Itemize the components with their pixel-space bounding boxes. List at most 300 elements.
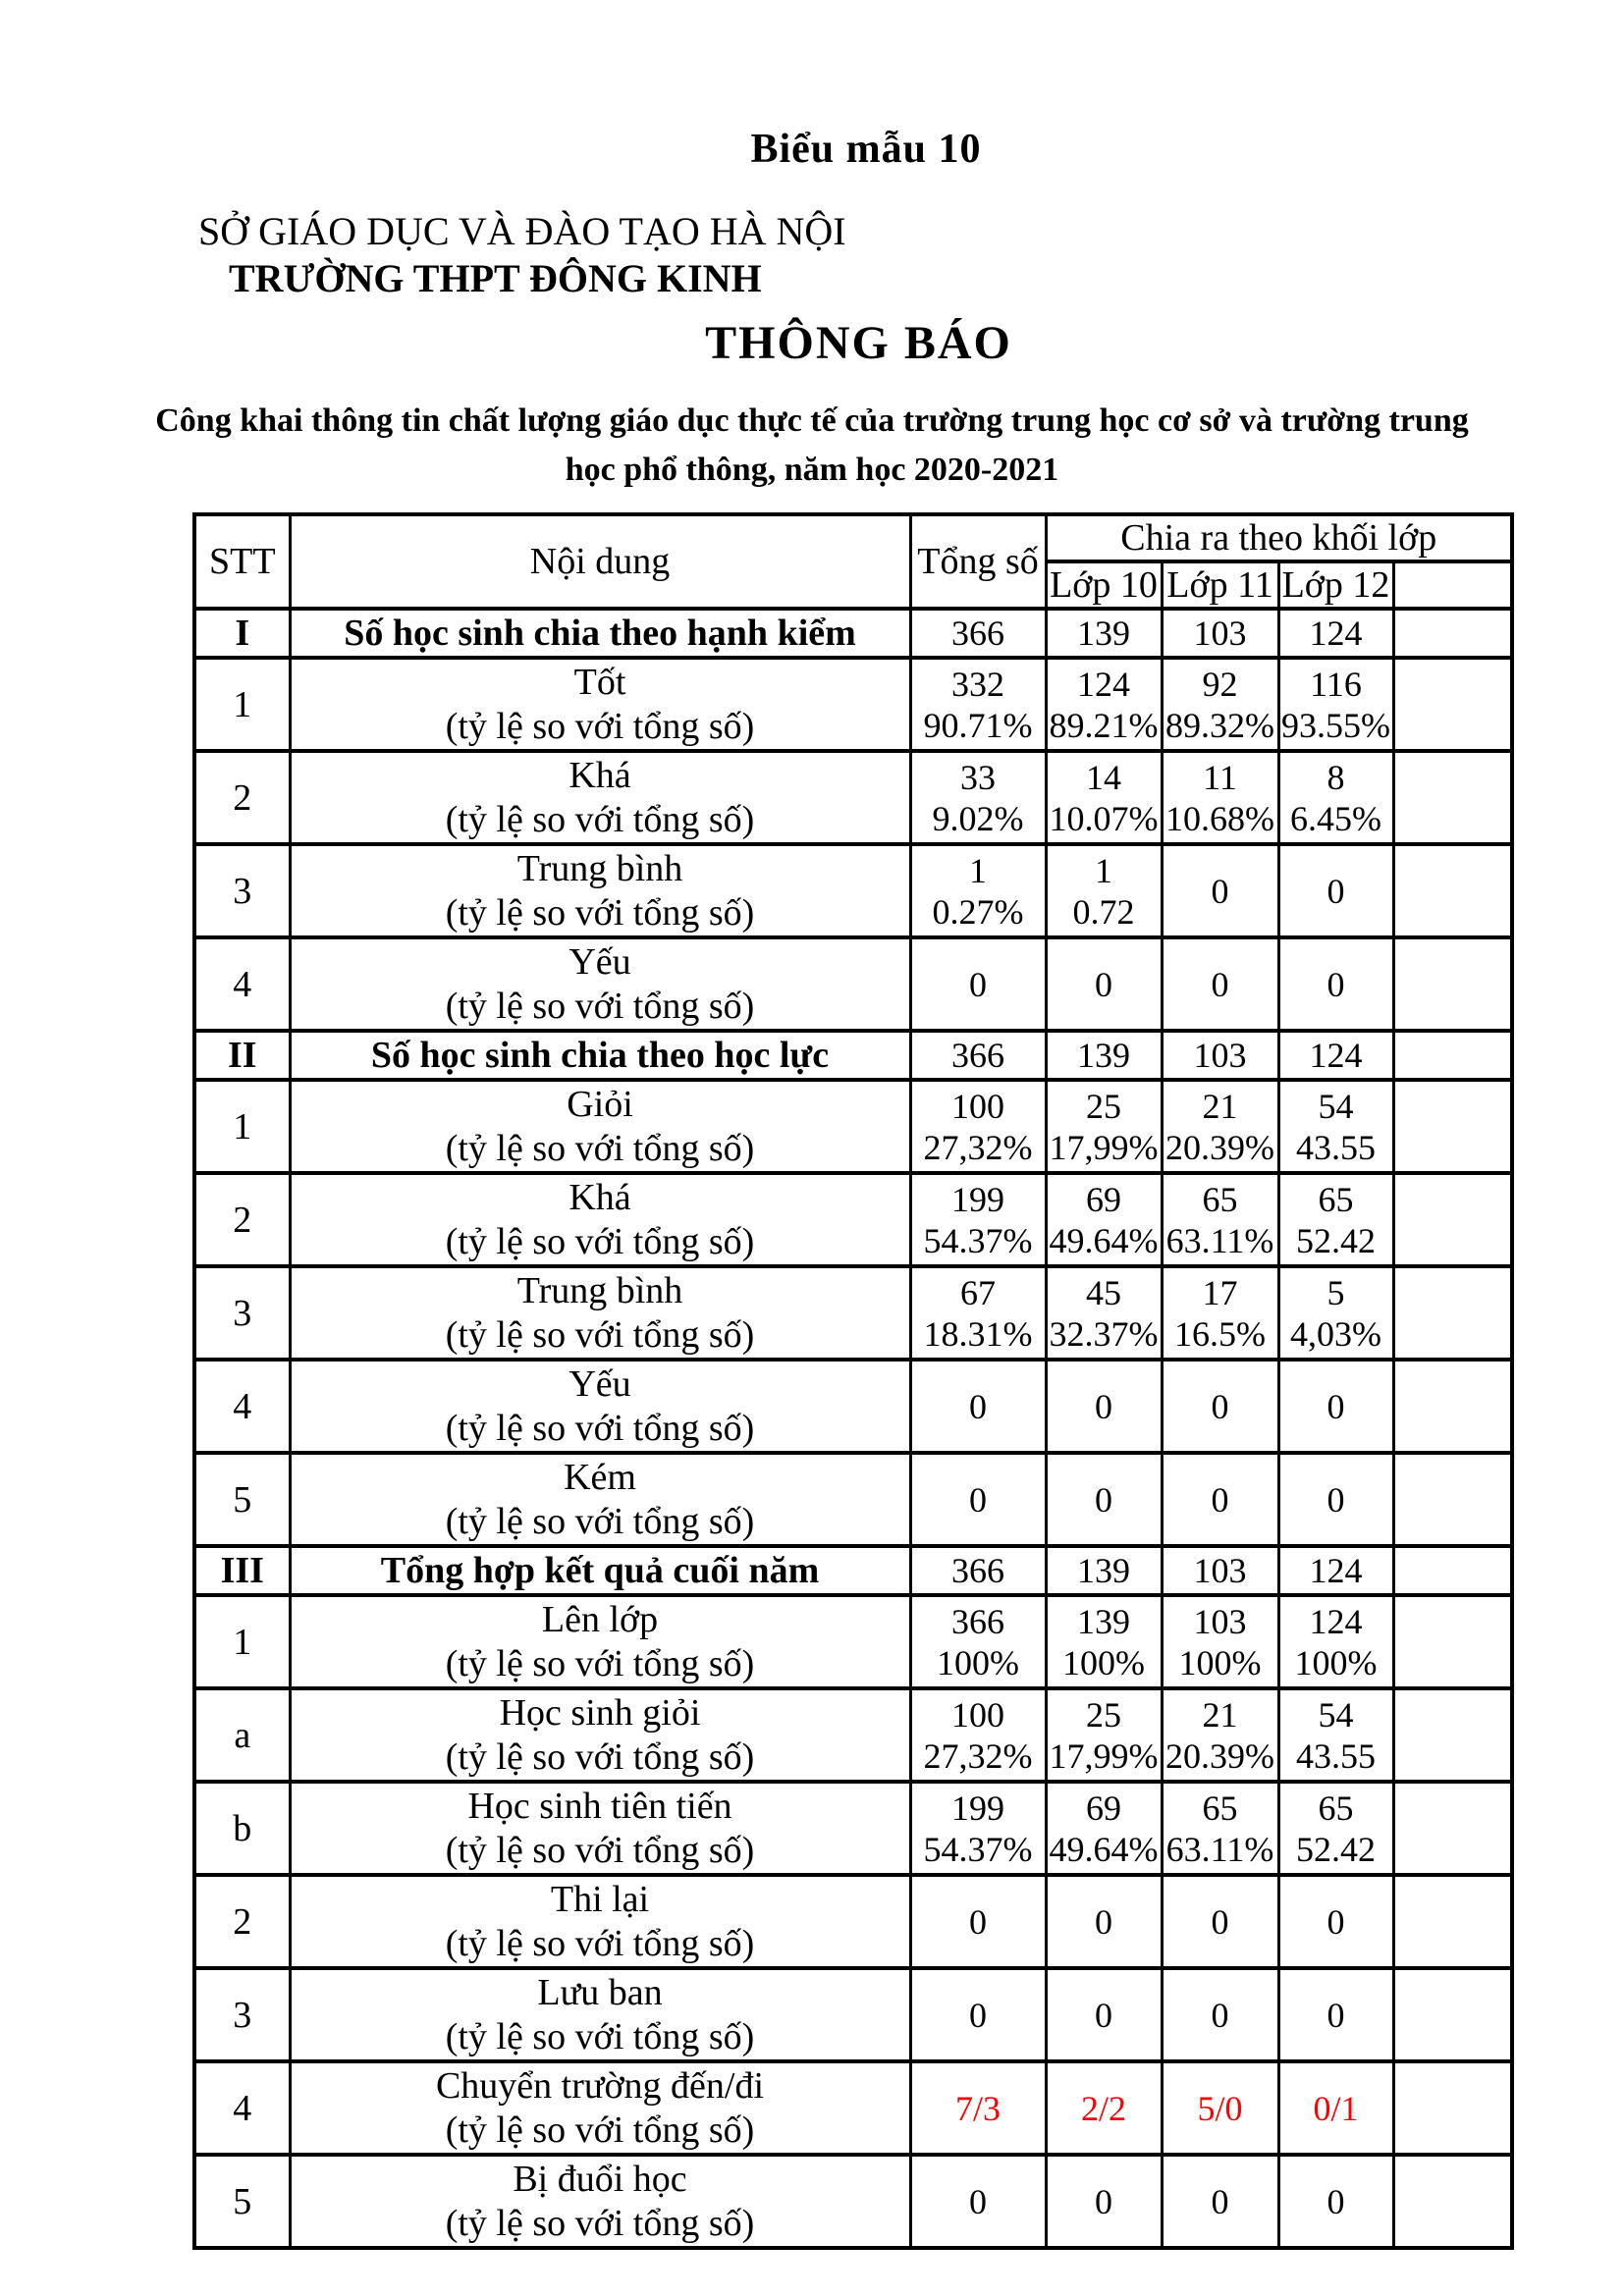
table-row (194, 1266, 1512, 1360)
value-cell (1278, 1546, 1393, 1595)
value-main: 17 (1202, 1272, 1238, 1312)
value-main: 0 (1326, 1386, 1345, 1426)
empty-cell (1393, 609, 1512, 658)
row-label: Học sinh tiên tiến (467, 1785, 732, 1827)
value-main: 21 (1202, 1694, 1238, 1735)
header-stt: STT (194, 514, 290, 609)
value-main: 103 (1193, 1601, 1247, 1641)
value-main: 54 (1318, 1086, 1354, 1126)
empty-cell (1393, 1031, 1512, 1080)
value-main: 0 (969, 964, 987, 1004)
value-cell (1278, 1875, 1393, 1968)
value-main: 5/0 (1197, 2088, 1243, 2128)
value-cell (1162, 937, 1278, 1031)
value-cell (910, 1968, 1046, 2061)
value-percent: 9.02% (932, 798, 1024, 838)
value-cell (1046, 1688, 1162, 1782)
value-cell (1278, 844, 1393, 937)
value-main: 69 (1086, 1179, 1121, 1219)
value-percent: 100% (1062, 1642, 1145, 1682)
row-label-cell (290, 844, 910, 937)
row-label: Tốt (573, 661, 626, 703)
table-row (194, 844, 1512, 937)
value-percent: 6.45% (1290, 798, 1381, 838)
table-row (194, 1688, 1512, 1782)
empty-cell (1393, 1875, 1512, 1968)
value-main: 0 (969, 2181, 987, 2221)
value-cell (1278, 2061, 1393, 2155)
value-main: 139 (1077, 1551, 1130, 1590)
value-cell (1162, 1546, 1278, 1595)
row-sublabel: (tỷ lệ so với tổng số) (445, 1922, 755, 1964)
value-cell (1046, 1595, 1162, 1688)
value-percent: 93.55% (1281, 705, 1390, 745)
value-percent: 27,32% (923, 1735, 1033, 1776)
row-sublabel: (tỷ lệ so với tổng số) (445, 2015, 755, 2057)
empty-cell (1393, 1546, 1512, 1595)
value-cell (910, 2061, 1046, 2155)
stt-cell: 2 (194, 751, 290, 844)
value-main: 67 (960, 1272, 996, 1312)
row-label-cell (290, 1031, 910, 1080)
row-label: Học sinh giỏi (499, 1691, 701, 1734)
row-label: Yếu (568, 940, 631, 983)
value-cell (1162, 2061, 1278, 2155)
value-main: 54 (1318, 1694, 1354, 1735)
value-cell (1162, 2155, 1278, 2248)
row-label-cell (290, 1595, 910, 1688)
header-chia-ra: Chia ra theo khối lớp (1046, 514, 1512, 561)
empty-cell (1393, 1688, 1512, 1782)
row-sublabel: (tỷ lệ so với tổng số) (445, 2202, 755, 2244)
row-label-cell (290, 751, 910, 844)
value-main: 139 (1077, 1036, 1130, 1075)
value-main: 69 (1086, 1788, 1121, 1828)
table-row (194, 1968, 1512, 2061)
table-header-row-1 (194, 514, 1512, 561)
value-main: 366 (951, 614, 1004, 653)
row-sublabel: (tỷ lệ so với tổng số) (445, 1829, 755, 1871)
value-main: 139 (1077, 1601, 1130, 1641)
value-main: 366 (951, 1551, 1004, 1590)
value-percent: 49.64% (1049, 1829, 1159, 1869)
value-main: 0 (1211, 1479, 1229, 1520)
value-cell (910, 658, 1046, 751)
value-main: 0 (1326, 871, 1345, 911)
row-sublabel: (tỷ lệ so với tổng số) (445, 798, 755, 840)
header-grade-12: Lớp 12 (1278, 561, 1393, 609)
stt-cell: 4 (194, 1360, 290, 1453)
value-cell (910, 1266, 1046, 1360)
value-main: 116 (1310, 664, 1362, 704)
value-cell (1046, 1031, 1162, 1080)
value-percent: 17,99% (1049, 1127, 1159, 1167)
row-label-cell (290, 1782, 910, 1875)
section-row (194, 1546, 1512, 1595)
value-main: 0 (1326, 964, 1345, 1004)
value-main: 0 (1095, 1995, 1112, 2035)
value-cell (1278, 1688, 1393, 1782)
row-label: Kém (564, 1456, 636, 1498)
row-label-cell (290, 937, 910, 1031)
value-cell (1278, 1968, 1393, 2061)
value-cell (910, 1595, 1046, 1688)
value-cell (910, 751, 1046, 844)
value-main: 0 (1326, 2181, 1345, 2221)
value-main: 33 (960, 757, 996, 797)
value-percent: 20.39% (1165, 1735, 1274, 1776)
value-percent: 16.5% (1174, 1313, 1266, 1354)
value-main: 0 (969, 1386, 987, 1426)
value-percent: 90.71% (923, 705, 1033, 745)
stt-cell: 5 (194, 1453, 290, 1546)
org-department-line: SỞ GIÁO DỤC VÀ ĐÀO TẠO HÀ NỘI (198, 209, 846, 253)
value-cell (1162, 658, 1278, 751)
table-row (194, 751, 1512, 844)
row-label: Số học sinh chia theo hạnh kiểm (344, 612, 856, 654)
value-main: 0 (1211, 871, 1229, 911)
table-row (194, 1782, 1512, 1875)
value-main: 7/3 (954, 2088, 1001, 2128)
table-row (194, 1173, 1512, 1266)
value-cell (1046, 937, 1162, 1031)
org-school-line: TRƯỜNG THPT ĐÔNG KINH (229, 256, 762, 300)
row-label: Yếu (568, 1362, 631, 1405)
value-main: 92 (1202, 664, 1238, 704)
value-cell (1046, 844, 1162, 937)
row-label-cell (290, 1546, 910, 1595)
value-main: 0 (969, 1995, 987, 2035)
value-main: 199 (951, 1788, 1004, 1828)
row-label: Lưu ban (537, 1971, 663, 2013)
value-main: 0 (969, 1479, 987, 1520)
value-main: 65 (1318, 1179, 1354, 1219)
value-cell (1162, 1031, 1278, 1080)
row-sublabel: (tỷ lệ so với tổng số) (445, 2109, 755, 2151)
subtitle-line-1: Công khai thông tin chất lượng giáo dục thực tế của trường trung học cơ sở và trường trung (155, 402, 1469, 439)
value-percent: 89.32% (1165, 705, 1274, 745)
value-cell (910, 844, 1046, 937)
value-percent: 10.68% (1165, 798, 1274, 838)
value-main: 139 (1077, 614, 1130, 653)
value-cell (910, 1080, 1046, 1173)
value-cell (1278, 1031, 1393, 1080)
value-main: 0 (1326, 1995, 1345, 2035)
value-main: 124 (1309, 1601, 1363, 1641)
empty-cell (1393, 1782, 1512, 1875)
stt-cell: III (194, 1546, 290, 1595)
empty-cell (1393, 937, 1512, 1031)
value-percent: 52.42 (1296, 1829, 1376, 1869)
row-label-cell (290, 1360, 910, 1453)
value-main: 199 (951, 1179, 1004, 1219)
value-percent: 43.55 (1296, 1127, 1376, 1167)
empty-cell (1393, 2061, 1512, 2155)
value-main: 0 (1095, 964, 1112, 1004)
value-main: 14 (1086, 757, 1121, 797)
value-cell (1046, 1782, 1162, 1875)
table-row (194, 937, 1512, 1031)
row-label: Thi lại (550, 1878, 650, 1920)
value-main: 0 (1095, 1901, 1112, 1942)
stt-cell: 4 (194, 937, 290, 1031)
value-main: 2/2 (1080, 2088, 1126, 2128)
row-label-cell (290, 1688, 910, 1782)
notice-title: THÔNG BÁO (705, 317, 1012, 369)
form-label: Biểu mẫu 10 (750, 127, 982, 172)
value-main: 25 (1086, 1694, 1121, 1735)
stt-cell: 1 (194, 658, 290, 751)
header-grade-11: Lớp 11 (1162, 561, 1278, 609)
stt-cell: 3 (194, 844, 290, 937)
table-row (194, 1875, 1512, 1968)
value-main: 0 (1095, 2181, 1112, 2221)
header-grade-10: Lớp 10 (1046, 561, 1162, 609)
value-cell (910, 1875, 1046, 1968)
value-percent: 89.21% (1049, 705, 1159, 745)
value-percent: 4,03% (1290, 1313, 1381, 1354)
value-percent: 43.55 (1296, 1735, 1376, 1776)
value-percent: 63.11% (1165, 1829, 1274, 1869)
value-main: 103 (1193, 614, 1247, 653)
value-cell (1162, 1453, 1278, 1546)
empty-cell (1393, 2155, 1512, 2248)
row-sublabel: (tỷ lệ so với tổng số) (445, 1313, 755, 1356)
value-cell (1278, 658, 1393, 751)
row-label: Khá (568, 754, 631, 796)
row-label: Số học sinh chia theo học lực (370, 1034, 830, 1076)
row-label: Trung bình (516, 847, 683, 889)
value-cell (910, 2155, 1046, 2248)
empty-cell (1393, 1360, 1512, 1453)
value-main: 0 (1326, 1901, 1345, 1942)
table-row (194, 2061, 1512, 2155)
value-percent: 54.37% (923, 1220, 1033, 1260)
value-cell (1046, 751, 1162, 844)
value-main: 332 (951, 664, 1004, 704)
value-percent: 18.31% (923, 1313, 1033, 1354)
value-percent: 100% (1294, 1642, 1378, 1682)
value-main: 124 (1309, 614, 1363, 653)
row-label-cell (290, 1173, 910, 1266)
value-percent: 20.39% (1165, 1127, 1274, 1167)
value-percent: 17,99% (1049, 1735, 1159, 1776)
value-cell (1046, 1453, 1162, 1546)
value-main: 0 (1095, 1479, 1112, 1520)
value-percent: 63.11% (1165, 1220, 1274, 1260)
stt-cell: II (194, 1031, 290, 1080)
value-cell (910, 609, 1046, 658)
row-label-cell (290, 1875, 910, 1968)
header-grade-empty (1393, 561, 1512, 609)
value-main: 103 (1193, 1036, 1247, 1075)
value-cell (1162, 1080, 1278, 1173)
row-label-cell (290, 2155, 910, 2248)
stt-cell: I (194, 609, 290, 658)
empty-cell (1393, 751, 1512, 844)
value-cell (910, 1031, 1046, 1080)
row-sublabel: (tỷ lệ so với tổng số) (445, 891, 755, 934)
value-cell (910, 1688, 1046, 1782)
value-cell (910, 1360, 1046, 1453)
stt-cell: 5 (194, 2155, 290, 2248)
row-label-cell (290, 2061, 910, 2155)
value-percent: 32.37% (1049, 1313, 1159, 1354)
value-cell (910, 1782, 1046, 1875)
value-cell (1046, 1173, 1162, 1266)
empty-cell (1393, 1595, 1512, 1688)
row-sublabel: (tỷ lệ so với tổng số) (445, 1127, 755, 1169)
value-main: 5 (1326, 1272, 1345, 1312)
table-row (194, 1360, 1512, 1453)
row-label: Chuyển trường đến/đi (435, 2064, 765, 2107)
value-cell (1278, 1080, 1393, 1173)
subtitle-line-2: học phổ thông, năm học 2020-2021 (565, 452, 1059, 488)
value-main: 100 (951, 1694, 1004, 1735)
value-cell (1162, 609, 1278, 658)
value-main: 0 (1211, 2181, 1229, 2221)
stt-cell: 2 (194, 1173, 290, 1266)
value-percent: 49.64% (1049, 1220, 1159, 1260)
stt-cell: b (194, 1782, 290, 1875)
row-sublabel: (tỷ lệ so với tổng số) (445, 1220, 755, 1262)
value-cell (1278, 1360, 1393, 1453)
report-table (192, 512, 1514, 2250)
header-noi-dung: Nội dung (290, 514, 910, 609)
row-label-cell (290, 1266, 910, 1360)
row-sublabel: (tỷ lệ so với tổng số) (445, 1642, 755, 1684)
value-cell (1162, 1595, 1278, 1688)
value-main: 65 (1202, 1788, 1238, 1828)
stt-cell: a (194, 1688, 290, 1782)
value-cell (1278, 2155, 1393, 2248)
value-cell (1162, 844, 1278, 937)
value-cell (1278, 1782, 1393, 1875)
value-cell (1046, 1968, 1162, 2061)
value-cell (1046, 609, 1162, 658)
value-main: 100 (951, 1086, 1004, 1126)
value-cell (1278, 1595, 1393, 1688)
value-cell (910, 1173, 1046, 1266)
row-label: Lên lớp (541, 1598, 659, 1640)
value-cell (1278, 751, 1393, 844)
empty-cell (1393, 1173, 1512, 1266)
row-label-cell (290, 1453, 910, 1546)
section-row (194, 609, 1512, 658)
value-cell (910, 1546, 1046, 1595)
value-percent: 54.37% (923, 1829, 1033, 1869)
empty-cell (1393, 844, 1512, 937)
value-cell (1162, 1688, 1278, 1782)
value-percent: 10.07% (1049, 798, 1159, 838)
report-table-body (194, 609, 1512, 2248)
value-percent: 27,32% (923, 1127, 1033, 1167)
value-main: 0 (1095, 1386, 1112, 1426)
value-cell (1162, 1968, 1278, 2061)
value-cell (1046, 1080, 1162, 1173)
value-main: 0 (1211, 1901, 1229, 1942)
table-row (194, 658, 1512, 751)
empty-cell (1393, 1266, 1512, 1360)
value-cell (1278, 937, 1393, 1031)
value-main: 366 (951, 1601, 1004, 1641)
value-cell (1162, 1266, 1278, 1360)
row-label: Giỏi (567, 1083, 633, 1125)
value-main: 0 (1326, 1479, 1345, 1520)
value-percent: 0.72 (1072, 891, 1135, 932)
row-sublabel: (tỷ lệ so với tổng số) (445, 1500, 755, 1542)
value-main: 65 (1202, 1179, 1238, 1219)
value-cell (1046, 1875, 1162, 1968)
value-main: 1 (969, 850, 987, 890)
stt-cell: 1 (194, 1595, 290, 1688)
value-main: 0 (1211, 1386, 1229, 1426)
value-cell (1278, 609, 1393, 658)
table-row (194, 2155, 1512, 2248)
value-cell (1278, 1453, 1393, 1546)
row-label-cell (290, 609, 910, 658)
value-main: 0/1 (1313, 2088, 1359, 2128)
empty-cell (1393, 1453, 1512, 1546)
value-percent: 100% (1178, 1642, 1262, 1682)
empty-cell (1393, 1968, 1512, 2061)
value-main: 103 (1193, 1551, 1247, 1590)
row-label-cell (290, 1968, 910, 2061)
value-cell (1278, 1266, 1393, 1360)
value-cell (1162, 1782, 1278, 1875)
document-subtitle (0, 397, 1624, 495)
table-row (194, 1595, 1512, 1688)
value-cell (1046, 2061, 1162, 2155)
value-percent: 0.27% (932, 891, 1024, 932)
value-main: 45 (1086, 1272, 1121, 1312)
value-main: 0 (1211, 1995, 1229, 2035)
value-cell (1162, 751, 1278, 844)
row-sublabel: (tỷ lệ so với tổng số) (445, 1735, 755, 1778)
value-main: 65 (1318, 1788, 1354, 1828)
value-main: 11 (1203, 757, 1237, 797)
row-label-cell (290, 1080, 910, 1173)
stt-cell: 3 (194, 1266, 290, 1360)
value-cell (1046, 658, 1162, 751)
table-row (194, 1453, 1512, 1546)
value-cell (1162, 1360, 1278, 1453)
value-cell (1046, 1266, 1162, 1360)
row-label: Bị đuổi học (513, 2158, 687, 2200)
value-main: 8 (1326, 757, 1345, 797)
section-row (194, 1031, 1512, 1080)
value-cell (1162, 1173, 1278, 1266)
value-main: 124 (1309, 1551, 1363, 1590)
stt-cell: 1 (194, 1080, 290, 1173)
value-cell (1046, 1360, 1162, 1453)
row-label: Khá (568, 1176, 631, 1218)
value-main: 25 (1086, 1086, 1121, 1126)
value-cell (1046, 1546, 1162, 1595)
row-sublabel: (tỷ lệ so với tổng số) (445, 985, 755, 1027)
value-main: 124 (1077, 664, 1130, 704)
row-label: Trung bình (516, 1269, 683, 1311)
row-label: Tổng hợp kết quả cuối năm (380, 1549, 820, 1591)
value-main: 366 (951, 1036, 1004, 1075)
row-sublabel: (tỷ lệ so với tổng số) (445, 1407, 755, 1449)
value-main: 21 (1202, 1086, 1238, 1126)
row-label-cell (290, 658, 910, 751)
value-percent: 100% (937, 1642, 1019, 1682)
stt-cell: 2 (194, 1875, 290, 1968)
value-main: 124 (1309, 1036, 1363, 1075)
value-percent: 52.42 (1296, 1220, 1376, 1260)
